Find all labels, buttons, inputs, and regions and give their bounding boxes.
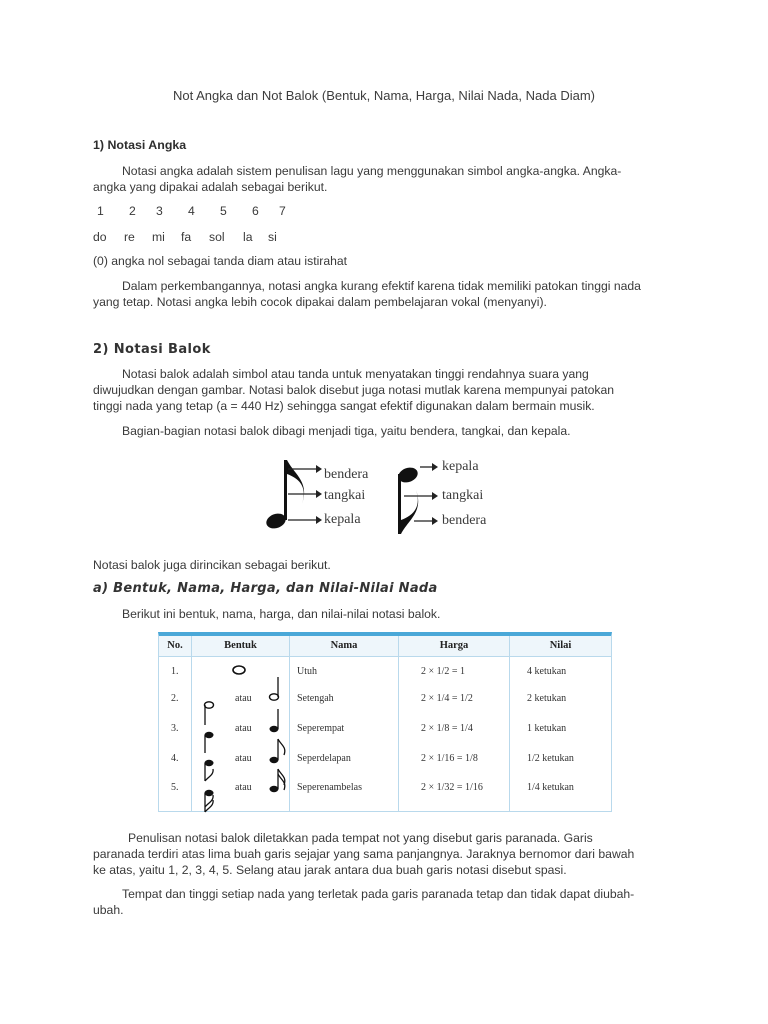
note-stem-icon bbox=[284, 460, 287, 520]
figure-label-bendera: bendera bbox=[324, 467, 369, 482]
paragraph-line: ke atas, yaitu 1, 2, 3, 4, 5. Selang atau jarak antara dua buah garis notasi disebut spasi. bbox=[93, 863, 567, 877]
note-stem-icon bbox=[398, 474, 401, 534]
paragraph-line: Bagian-bagian notasi balok dibagi menjadi tiga, yaitu bendera, tangkai, dan kepala. bbox=[122, 424, 571, 438]
table-cell-atau: atau bbox=[235, 782, 252, 793]
figure-label-tangkai: tangkai bbox=[324, 488, 366, 503]
syllable-item: sol bbox=[209, 230, 225, 244]
number-item: 2 bbox=[129, 204, 136, 218]
table-cell-atau: atau bbox=[235, 693, 252, 704]
table-cell-nama: Seperenambelas bbox=[297, 782, 362, 793]
table-cell-nama: Utuh bbox=[297, 666, 317, 677]
paragraph-line: tinggi nada yang tetap (a = 440 Hz) sehingga sangat efektif digunakan dalam bermain musik. bbox=[93, 399, 595, 413]
number-item: 6 bbox=[252, 204, 259, 218]
paragraph-line: Berikut ini bentuk, nama, harga, dan nilai-nilai notasi balok. bbox=[122, 607, 441, 621]
half-note-icon bbox=[205, 677, 279, 725]
syllable-item: si bbox=[268, 230, 277, 244]
table-cell-no: 1. bbox=[171, 666, 179, 677]
whole-note-icon bbox=[233, 666, 245, 674]
table-cell-nilai: 2 ketukan bbox=[527, 693, 567, 704]
table-cell-nilai: 4 ketukan bbox=[527, 666, 567, 677]
paragraph-line: Notasi balok juga dirincikan sebagai berikut. bbox=[93, 558, 331, 572]
figure-label-bendera: bendera bbox=[442, 513, 487, 528]
number-item: 1 bbox=[97, 204, 104, 218]
table-header-nilai: Nilai bbox=[510, 636, 611, 656]
syllable-item: fa bbox=[181, 230, 192, 244]
table-cell-nilai: 1/2 ketukan bbox=[527, 753, 574, 764]
table-cell-harga: 2 × 1/16 = 1/8 bbox=[421, 753, 478, 764]
syllable-item: re bbox=[124, 230, 135, 244]
number-item: 5 bbox=[220, 204, 227, 218]
quarter-note-icon bbox=[205, 709, 279, 753]
syllable-item: mi bbox=[152, 230, 165, 244]
subsection-heading: a) Bentuk, Nama, Harga, dan Nilai-Nilai Nada bbox=[93, 581, 438, 596]
note-parts-figure bbox=[258, 452, 510, 542]
table-cell-nilai: 1 ketukan bbox=[527, 723, 567, 734]
page-title: Not Angka dan Not Balok (Bentuk, Nama, Harga, Nilai Nada, Nada Diam) bbox=[173, 88, 595, 103]
paragraph-line: ubah. bbox=[93, 903, 124, 917]
table-cell-nilai: 1/4 ketukan bbox=[527, 782, 574, 793]
table-header-bentuk: Bentuk bbox=[192, 636, 289, 656]
paragraph-line: Notasi balok adalah simbol atau tanda untuk menyatakan tinggi rendahnya suara yang bbox=[122, 367, 589, 381]
paragraph-line: Dalam perkembangannya, notasi angka kurang efektif karena tidak memiliki patokan tinggi nada bbox=[122, 279, 641, 293]
table-cell-harga: 2 × 1/32 = 1/16 bbox=[421, 782, 483, 793]
paragraph-line: paranada terdiri atas lima buah garis sejajar yang sama panjangnya. Jaraknya bernomor dari bawah bbox=[93, 847, 635, 861]
table-cell-no: 4. bbox=[171, 753, 179, 764]
paragraph-line: Notasi angka adalah sistem penulisan lagu yang menggunakan simbol angka-angka. Angka- bbox=[122, 164, 622, 178]
table-cell-no: 2. bbox=[171, 693, 179, 704]
number-item: 4 bbox=[188, 204, 195, 218]
sixteenth-note-icon bbox=[205, 769, 285, 812]
syllable-row bbox=[0, 229, 768, 245]
table-cell-nama: Seperdelapan bbox=[297, 753, 351, 764]
table-cell-atau: atau bbox=[235, 723, 252, 734]
figure-label-tangkai: tangkai bbox=[442, 488, 484, 503]
eighth-note-icon bbox=[205, 739, 285, 781]
table-header-nama: Nama bbox=[290, 636, 398, 656]
table-cell-harga: 2 × 1/2 = 1 bbox=[421, 666, 466, 677]
table-cell-harga: 2 × 1/8 = 1/4 bbox=[421, 723, 473, 734]
table-cell-nama: Seperempat bbox=[297, 723, 345, 734]
table-cell-no: 3. bbox=[171, 723, 179, 734]
number-row bbox=[0, 203, 768, 219]
note-flag-icon bbox=[287, 460, 304, 504]
number-item: 7 bbox=[279, 204, 286, 218]
table-cell-no: 5. bbox=[171, 782, 179, 793]
paragraph-line: Penulisan notasi balok diletakkan pada tempat not yang disebut garis paranada. Garis bbox=[128, 831, 593, 845]
figure-label-kepala: kepala bbox=[442, 459, 479, 474]
note-shapes bbox=[192, 657, 289, 813]
figure-label-kepala: kepala bbox=[324, 512, 361, 527]
syllable-item: do bbox=[93, 230, 107, 244]
number-item: 3 bbox=[156, 204, 163, 218]
section-heading-notasi-angka: 1) Notasi Angka bbox=[93, 138, 187, 152]
paragraph-line: diwujudkan dengan gambar. Notasi balok disebut juga notasi mutlak karena mempunyai patokan bbox=[93, 383, 615, 397]
paragraph-line: yang tetap. Notasi angka lebih cocok dipakai dalam pembelajaran vokal (menyanyi). bbox=[93, 295, 547, 309]
paragraph-line: angka yang dipakai adalah sebagai berikut. bbox=[93, 180, 328, 194]
table-cell-nama: Setengah bbox=[297, 693, 334, 704]
syllable-item: la bbox=[243, 230, 253, 244]
table-cell-atau: atau bbox=[235, 753, 252, 764]
note-values-table bbox=[158, 632, 612, 812]
section-heading-notasi-balok: 2) Notasi Balok bbox=[93, 342, 211, 357]
paragraph-line: Tempat dan tinggi setiap nada yang terletak pada garis paranada tetap dan tidak dapat diubah- bbox=[122, 887, 635, 901]
table-cell-harga: 2 × 1/4 = 1/2 bbox=[421, 693, 473, 704]
table-header-no: No. bbox=[159, 636, 191, 656]
paragraph-line: (0) angka nol sebagai tanda diam atau istirahat bbox=[93, 254, 348, 268]
table-header-harga: Harga bbox=[399, 636, 509, 656]
